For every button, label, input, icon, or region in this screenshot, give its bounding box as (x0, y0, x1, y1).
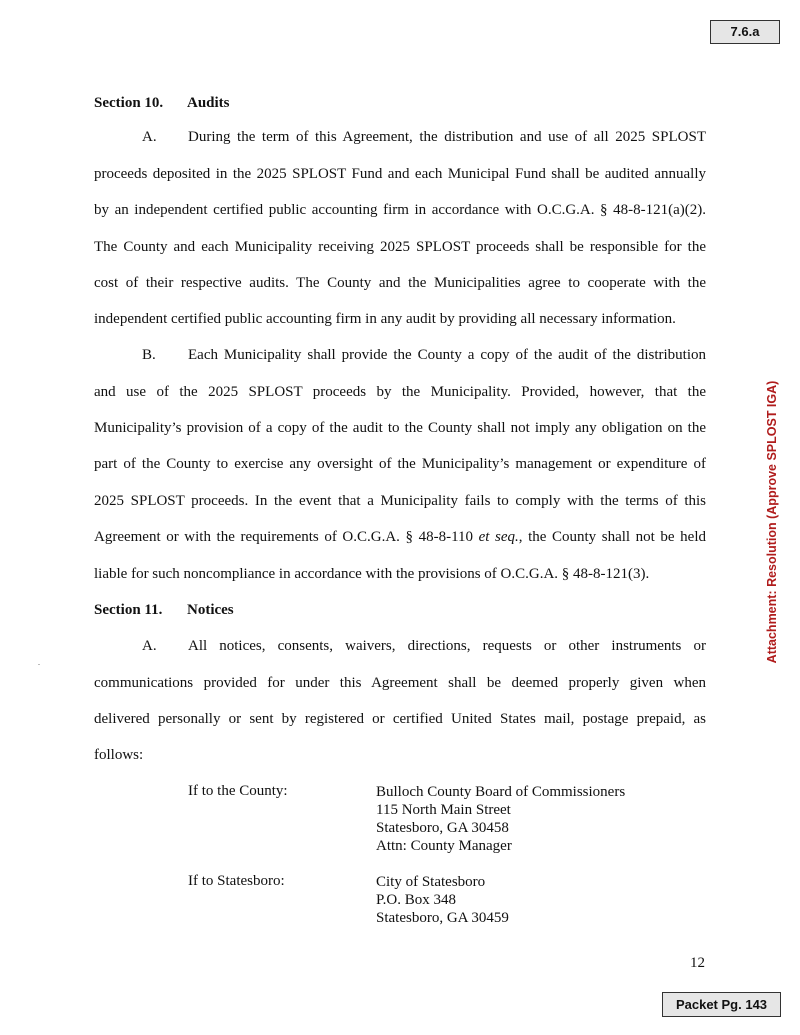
section-10-para-a-line-1: A. During the term of this Agreement, the distribution and use of all 2025 SPLOST (142, 129, 706, 145)
section-10-para-b-line-1: B. Each Municipality shall provide the County a copy of the audit of the distribution (142, 347, 706, 363)
section-11-heading (94, 602, 234, 619)
section-11-title: Notices (187, 602, 234, 618)
statesboro-address-label: If to Statesboro: (188, 873, 285, 889)
section-10-para-b-line-4: part of the County to exercise any oversight of the Municipality’s management or expenditure of (94, 456, 706, 472)
section-11-para-a-line-1: A. All notices, consents, waivers, directions, requests or other instruments or (142, 638, 706, 654)
section-10-para-b-line-7: liable for such noncompliance in accordance with the provisions of O.C.G.A. § 48-8-121(3). (94, 566, 650, 582)
section-10-heading (94, 95, 230, 112)
section-11-para-a-line-2: communications provided for under this Agreement shall be deemed properly given when (94, 675, 706, 691)
section-10-para-b-line-2: and use of the 2025 SPLOST proceeds by the Municipality. Provided, however, that the (94, 384, 706, 400)
packet-page-tag: Packet Pg. 143 (662, 992, 781, 1017)
page-number: 12 (690, 955, 705, 971)
section-11-para-a-line-3: delivered personally or sent by registered or certified United States mail, postage prepaid, as (94, 711, 706, 727)
section-10-para-a-line-4: The County and each Municipality receiving 2025 SPLOST proceeds shall be responsible for the (94, 239, 706, 255)
section-11-number: Section 11. (94, 602, 163, 618)
scan-artifact (38, 664, 40, 665)
section-10-para-b-line-5: 2025 SPLOST proceeds. In the event that a Municipality fails to comply with the terms of this (94, 493, 706, 509)
agenda-item-tag: 7.6.a (710, 20, 780, 44)
para-letter: B. (142, 347, 156, 363)
statesboro-address: City of Statesboro P.O. Box 348 Statesboro, GA 30459 (376, 874, 509, 926)
para-letter: A. (142, 638, 157, 654)
section-10-para-a-line-6: independent certified public accounting firm in any audit by providing all necessary information. (94, 311, 676, 327)
section-10-para-a-line-2: proceeds deposited in the 2025 SPLOST Fund and each Municipal Fund shall be audited annually (94, 166, 706, 182)
section-10-para-a-line-3: by an independent certified public accounting firm in accordance with O.C.G.A. § 48-8-121(a)(2). (94, 202, 706, 218)
section-10-para-b-line-6: Agreement or with the requirements of O.C.G.A. § 48-8-110 et seq., the County shall not be held (94, 529, 706, 545)
county-address: Bulloch County Board of Commissioners 115 North Main Street Statesboro, GA 30458 Attn: County Manager (376, 784, 626, 854)
section-10-number: Section 10. (94, 95, 164, 111)
attachment-side-label: Attachment: Resolution (Approve SPLOST IGA) (765, 380, 779, 664)
section-10-para-a-line-5: cost of their respective audits. The County and the Municipalities agree to cooperate with the (94, 275, 706, 291)
section-10-title: Audits (187, 95, 230, 111)
para-letter: A. (142, 129, 157, 145)
county-address-label: If to the County: (188, 783, 288, 799)
section-11-para-a-line-4: follows: (94, 747, 144, 763)
section-10-para-b-line-3: Municipality’s provision of a copy of the audit to the County shall not imply any obligation on the (94, 420, 706, 436)
